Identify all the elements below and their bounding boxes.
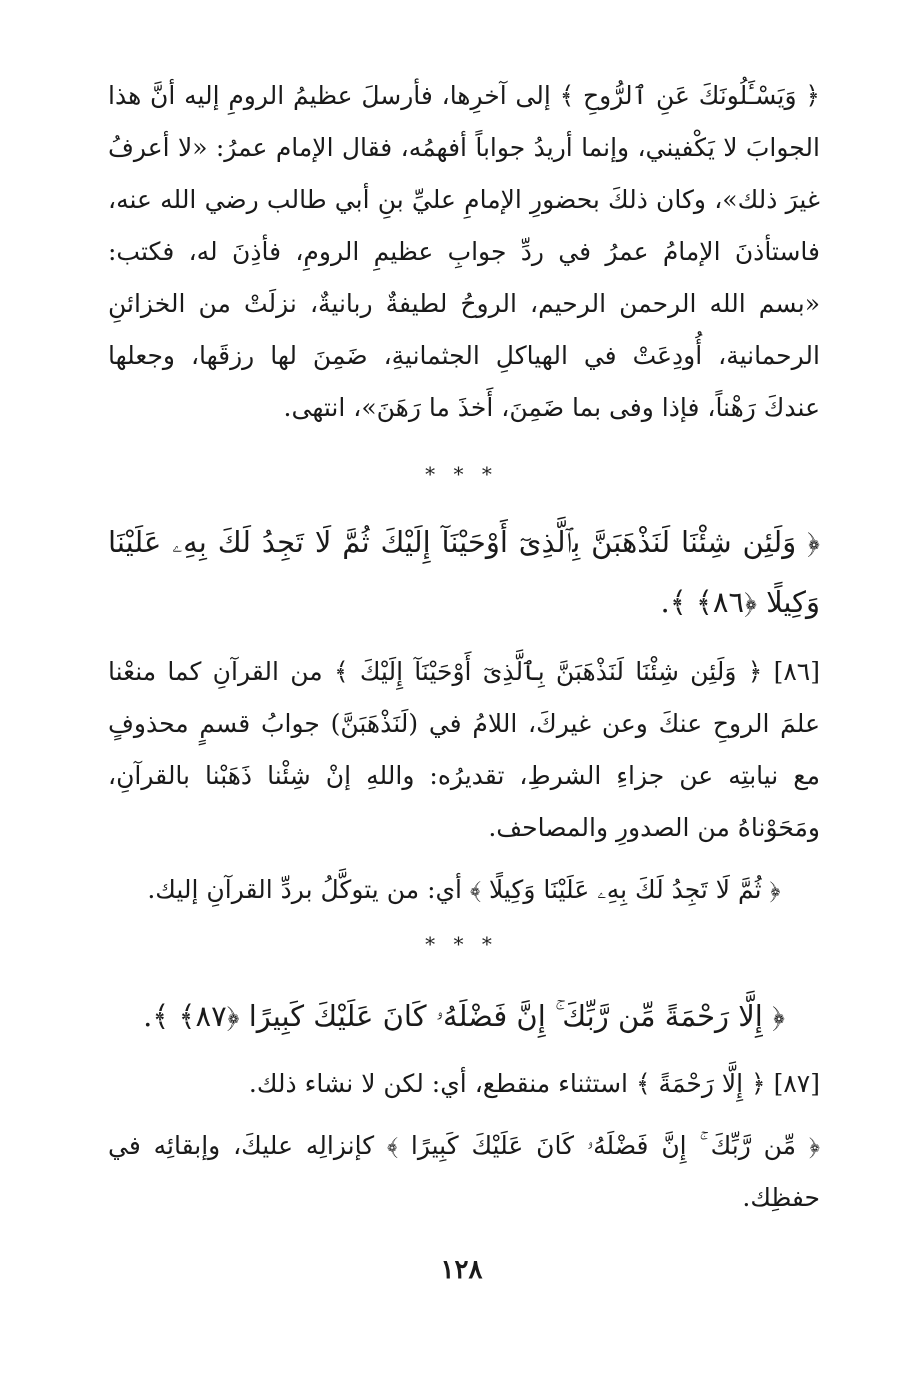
quran-verse-87: ﴿ إِلَّا رَحْمَةً مِّن رَّبِّكَ ۚ إِنَّ فَضْلَهُۥ كَانَ عَلَيْكَ كَبِيرًا ﴿٨٧﴾ ﴾. [143,999,785,1033]
tafsir-paragraph-87-continued: ﴿ مِّن رَّبِّكَ ۚ إِنَّ فَضْلَهُۥ كَانَ عَلَيْكَ كَبِيرًا ﴾ كإنزالِه عليكَ، وإبقائِه في حفظِك. [108,1131,820,1212]
page-number: ١٢٨ [440,1255,483,1285]
tafsir-paragraph-86: [٨٦] ﴿ وَلَئِن شِئْنَا لَنَذْهَبَنَّ بِٱلَّذِىٓ أَوْحَيْنَآ إِلَيْكَ ﴾ من القرآنِ كما منعْنا علمَ الروحِ عنكَ وعن غيركَ، اللامُ في (لَنَذْهَبَنَّ) جوابُ قسمٍ محذوفٍ مع نيابتِه عن جزاءِ الشرطِ، تقديرُه: واللهِ إنْ شِئْنا ذَهَبْنا بالقرآنِ، ومَحَوْناهُ من الصدورِ والمصاحف. [108,657,820,842]
section-separator: * * * [425,462,498,486]
paragraph-story-of-the-spirit: ﴿ وَيَسْـَٔلُونَكَ عَنِ ٱلرُّوحِ ﴾ إلى آخرِها، فأرسلَ عظيمُ الرومِ إليه أنَّ هذا الجوابَ لا يَكْفيني، وإنما أريدُ جواباً أفهمُه، فقال الإمام عمرُ: «لا أعرفُ غيرَ ذلك»، وكان ذلكَ بحضورِ الإمامِ عليِّ بنِ أبي طالب رضي الله عنه، فاستأذنَ الإمامُ عمرُ في ردِّ جوابِ عظيمِ الرومِ، فأذِنَ له، فكتب: «بسم الله الرحمن الرحيم، الروحُ لطيفةٌ ربانيةٌ، نزلَتْ من الخزائنِ الرحمانية، أُودِعَتْ في الهياكلِ الجثمانيةِ، ضَمِنَ لها رزقَها، وجعلها عندكَ رَهْناً، فإذا وفى بما ضَمِنَ، أَخذَ ما رَهَنَ»، انتهى. [108,81,820,422]
tafsir-paragraph-87: [٨٧] ﴿ إِلَّا رَحْمَةً ﴾ استثناء منقطع، أي: لكن لا نشاء ذلك. [248,1069,820,1098]
tafsir-paragraph-86-continued: ﴿ ثُمَّ لَا تَجِدُ لَكَ بِهِۦ عَلَيْنَا وَكِيلًا ﴾ أي: من يتوكَّلُ بردِّ القرآنِ إليك. [147,875,781,904]
quran-verse-86: ﴿ وَلَئِن شِئْنَا لَنَذْهَبَنَّ بِٱلَّذِىٓ أَوْحَيْنَآ إِلَيْكَ ثُمَّ لَا تَجِدُ لَكَ بِهِۦ عَلَيْنَا وَكِيلًا ﴿٨٦﴾ ﴾. [108,525,820,619]
section-separator: * * * [425,932,498,956]
